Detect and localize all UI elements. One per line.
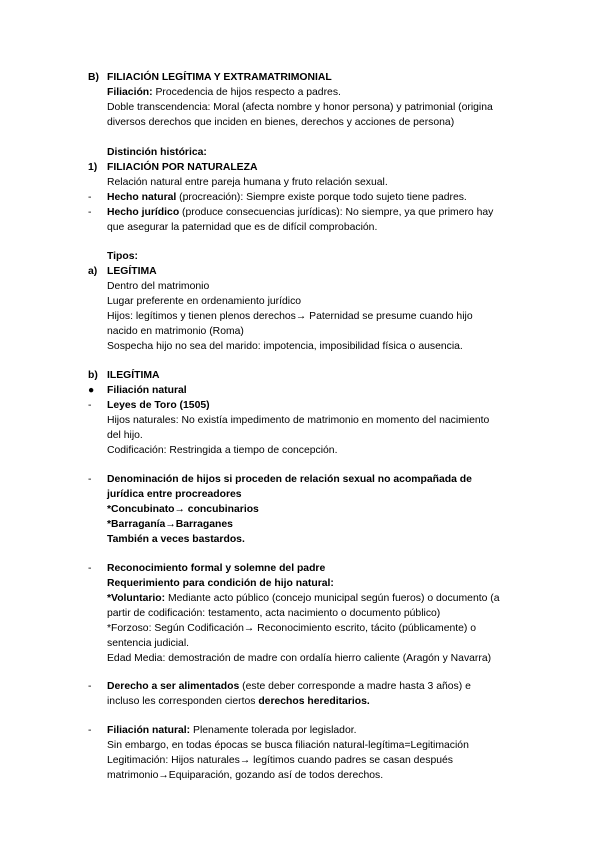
section-marker: a) [88, 266, 98, 277]
dash-marker: - [88, 192, 92, 203]
section-marker: b) [88, 370, 98, 381]
dash-marker: - [88, 681, 92, 692]
dash-marker: - [88, 207, 92, 218]
section-title: FILIACIÓN LEGÍTIMA Y EXTRAMATRIMONIAL [107, 72, 332, 83]
bullet-marker: ● [88, 385, 95, 396]
filiacion-text: Procedencia de hijos respecto a padres. [152, 87, 341, 98]
dash-marker: - [88, 474, 92, 485]
filiacion-label: Filiación: [107, 87, 153, 98]
dash-marker: - [88, 725, 92, 736]
document-page: B) FILIACIÓN LEGÍTIMA Y EXTRAMATRIMONIAL Filiación: Procedencia de hijos respecto a padres. Doble transcendencia: Moral (afecta nombre y honor persona) y patrimonial (origina diversos derechos que inciden en bienes, derechos y acciones de persona) Distinción histórica: 1) FILIACIÓN POR NATURALEZA Relación natural entre pareja humana y fruto relación sexual. - Hecho natural (procreación): Siempre existe porque todo sujeto tiene padres. - Hecho jurídico (produce consecuencias jurídicas): No siempre, ya que primero hay que asegurar la paternidad que es de difícil comprobación. Tipos: a) LEGÍTIMA Dentro del matrimonio Lugar preferente en ordenamiento jurídico Hijos: legítimos y tienen plenos derechos→ Paternidad se presume cuando hijo nacido en matrimonio (Roma) Sospecha hijo no sea del marido: impotencia, imposibilidad física o ausencia. b) ILEGÍTIMA ● Filiación natural - Leyes de Toro (1505) Hijos naturales: No existía impedimento de matrimonio en momento del nacimiento del hijo. Codificación: Restringida a tiempo de concepción. - Denominación de hijos si proceden de relación sexual no acompañada de jurídica entre procreadores *Concubinato→ concubinarios *Barraganía→Barraganes También a veces bastardos. - Reconocimiento formal y solemne del padre Requerimiento para condición de hijo natural: *Voluntario: Mediante acto público (concejo municipal según fueros) o documento (a partir de codificación: testamento, acta nacimiento o documento público) *Forzoso: Según Codificación→ Reconocimiento escrito, tácito (públicamente) o sentencia judicial. Edad Media: demostración de madre con ordalía hierro caliente (Aragón y Navarra) - Derecho a ser alimentados (este deber corresponde a madre hasta 3 años) e incluso les corresponden ciertos derechos hereditarios. - Filiación natural: Plenamente tolerada por legislador. Sin embargo, en todas épocas se busca filiación natural-legítima=Legitimación Legitimación: Hijos naturales→ legítimos cuando padres se casan después matrimonio→Equiparación, gozando así de todos derechos. [88, 72, 500, 781]
dash-marker: - [88, 400, 92, 411]
section-title: FILIACIÓN POR NATURALEZA [107, 162, 258, 173]
section-title: LEGÍTIMA [107, 266, 157, 277]
section-title: ILEGÍTIMA [107, 370, 160, 381]
dash-marker: - [88, 563, 92, 574]
section-marker: 1) [88, 162, 98, 173]
section-marker: B) [88, 72, 99, 83]
